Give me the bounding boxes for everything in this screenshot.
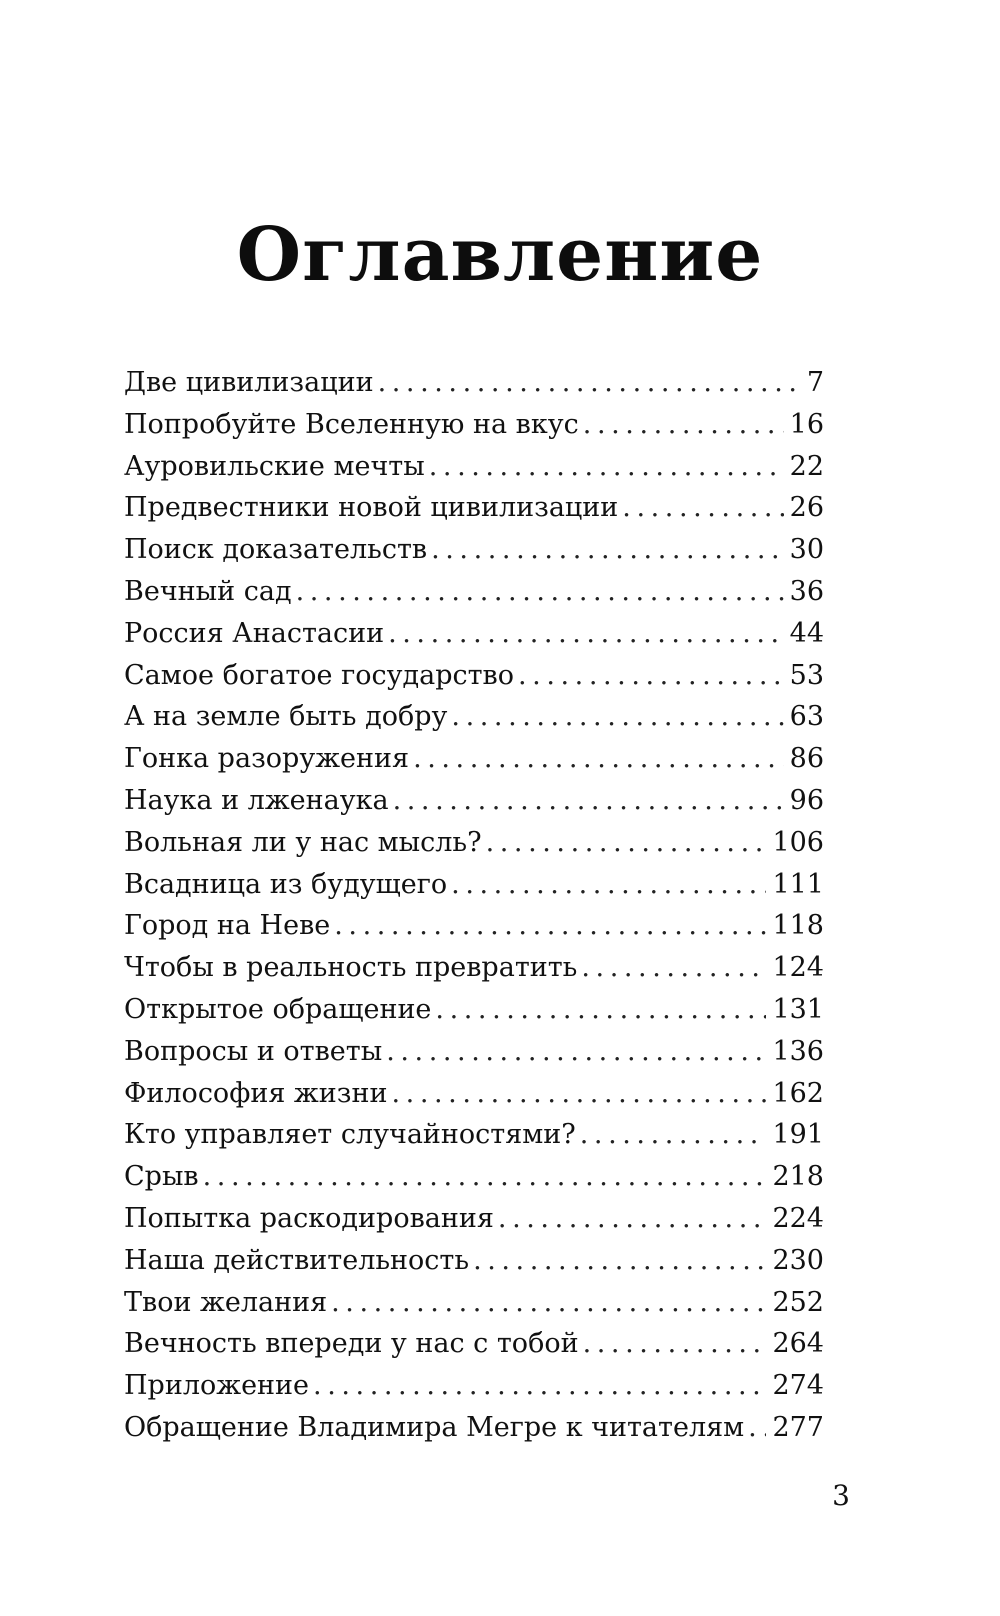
toc-entry: [124, 1407, 824, 1449]
toc-entry: [124, 696, 824, 738]
toc-entry-title: Вольная ли у нас мысль?: [124, 826, 482, 858]
toc-entry-title: Срыв: [124, 1161, 199, 1193]
toc-entry-title: Наша действительность: [124, 1244, 470, 1276]
toc-entry-page: 22: [789, 450, 824, 482]
toc-entry-title: Поиск доказательств: [124, 534, 428, 566]
toc-dot-leader: [435, 989, 766, 1031]
toc-entry-title: А на земле быть добру: [124, 701, 448, 733]
toc-entry: [124, 446, 824, 488]
toc-entry: [124, 1031, 824, 1073]
toc-entry-title: Приложение: [124, 1370, 310, 1402]
toc-entry-title: Вечный сад: [124, 575, 292, 607]
toc-entry: [124, 1240, 824, 1282]
toc-entry-title: Вопросы и ответы: [124, 1035, 383, 1067]
toc-entry-title: Философия жизни: [124, 1077, 388, 1109]
toc-dot-leader: [473, 1240, 766, 1282]
toc-entry-title: Попробуйте Вселенную на вкус: [124, 408, 579, 440]
toc-entry-title: Твои желания: [124, 1286, 328, 1318]
toc-entry-page: 274: [772, 1370, 824, 1402]
toc-entry: [124, 571, 824, 613]
toc-entry-title: Самое богатое государство: [124, 659, 515, 691]
toc-dot-leader: [581, 947, 766, 989]
toc-dot-leader: [388, 613, 784, 655]
toc-entry-title: Открытое обращение: [124, 993, 432, 1025]
toc-entry-title: Наука и лженаука: [124, 784, 389, 816]
toc-entry-page: 30: [789, 534, 824, 566]
toc-dot-leader: [334, 905, 766, 947]
toc-entry: [124, 989, 824, 1031]
toc-dot-leader: [393, 780, 784, 822]
toc-entry-page: 26: [789, 492, 824, 524]
toc-entry: [124, 487, 824, 529]
toc-dot-leader: [583, 404, 784, 446]
toc-entry-page: 16: [789, 408, 824, 440]
toc-entry-page: 218: [772, 1161, 824, 1193]
toc-dot-leader: [580, 1114, 767, 1156]
toc-entry-page: 7: [806, 367, 824, 398]
toc-entry-page: 136: [772, 1035, 824, 1067]
toc-entry-page: 53: [789, 659, 824, 691]
toc-entry: [124, 529, 824, 571]
toc-entry: [124, 613, 824, 655]
toc-entry-page: 162: [772, 1077, 824, 1109]
toc-entry-page: 106: [772, 826, 824, 858]
toc-entry: [124, 780, 824, 822]
toc-entry: [124, 738, 824, 780]
toc-entry-page: 252: [772, 1286, 824, 1318]
toc-entry-title: Город на Неве: [124, 910, 331, 942]
toc-dot-leader: [313, 1365, 766, 1407]
toc-entry-title: Гонка разоружения: [124, 743, 410, 775]
toc-entry: [124, 404, 824, 446]
page-title: Оглавление: [236, 211, 764, 298]
toc-entry-page: 191: [772, 1119, 824, 1151]
toc-dot-leader: [386, 1031, 766, 1073]
toc-entry-title: Ауровильские мечты: [124, 450, 425, 482]
toc-entry-title: Предвестники новой цивилизации: [124, 492, 619, 524]
toc-dot-leader: [518, 655, 784, 697]
toc-dot-leader: [498, 1198, 767, 1240]
toc-entry-title: Две цивилизации: [124, 367, 374, 398]
toc-entry-page: 36: [789, 575, 824, 607]
toc-entry: [124, 1365, 824, 1407]
toc-entry-page: 124: [772, 952, 824, 984]
toc-dot-leader: [431, 529, 784, 571]
toc-dot-leader: [748, 1407, 766, 1449]
toc-entry: [124, 1323, 824, 1365]
page-number: 3: [832, 1479, 850, 1512]
toc-dot-leader: [296, 571, 784, 613]
toc-entry: [124, 1282, 824, 1324]
table-of-contents: [124, 362, 824, 1449]
toc-dot-leader: [622, 487, 783, 529]
toc-entry-title: Россия Анастасии: [124, 617, 385, 649]
toc-entry: [124, 905, 824, 947]
toc-entry-page: 111: [772, 868, 824, 900]
toc-dot-leader: [378, 362, 798, 404]
toc-entry-title: Попытка раскодирования: [124, 1202, 494, 1234]
toc-entry: [124, 362, 824, 404]
toc-entry: [124, 1198, 824, 1240]
toc-dot-leader: [203, 1156, 767, 1198]
toc-entry-page: 118: [772, 910, 824, 942]
toc-dot-leader: [392, 1073, 767, 1115]
toc-entry-title: Обращение Владимира Мегре к читателям: [124, 1411, 745, 1443]
toc-dot-leader: [331, 1282, 766, 1324]
toc-entry-page: 96: [789, 784, 824, 816]
toc-entry-title: Всадница из будущего: [124, 868, 448, 900]
toc-entry-page: 277: [772, 1411, 824, 1443]
toc-dot-leader: [486, 822, 767, 864]
toc-entry-page: 224: [772, 1202, 824, 1234]
toc-dot-leader: [451, 696, 783, 738]
toc-entry: [124, 655, 824, 697]
toc-entry-title: Вечность впереди у нас с тобой: [124, 1328, 579, 1360]
toc-entry-title: Чтобы в реальность превратить: [124, 952, 578, 984]
toc-dot-leader: [413, 738, 784, 780]
toc-entry-page: 63: [789, 701, 824, 733]
toc-dot-leader: [583, 1323, 767, 1365]
toc-entry-page: 131: [772, 993, 824, 1025]
toc-dot-leader: [451, 864, 766, 906]
toc-entry: [124, 864, 824, 906]
toc-entry: [124, 947, 824, 989]
toc-entry-page: 264: [772, 1328, 824, 1360]
toc-entry-page: 44: [789, 617, 824, 649]
toc-entry-page: 86: [789, 743, 824, 775]
toc-entry-page: 230: [772, 1244, 824, 1276]
toc-entry: [124, 1073, 824, 1115]
toc-dot-leader: [429, 446, 784, 488]
toc-entry-title: Кто управляет случайностями?: [124, 1119, 576, 1151]
toc-entry: [124, 1114, 824, 1156]
toc-entry: [124, 822, 824, 864]
toc-entry: [124, 1156, 824, 1198]
